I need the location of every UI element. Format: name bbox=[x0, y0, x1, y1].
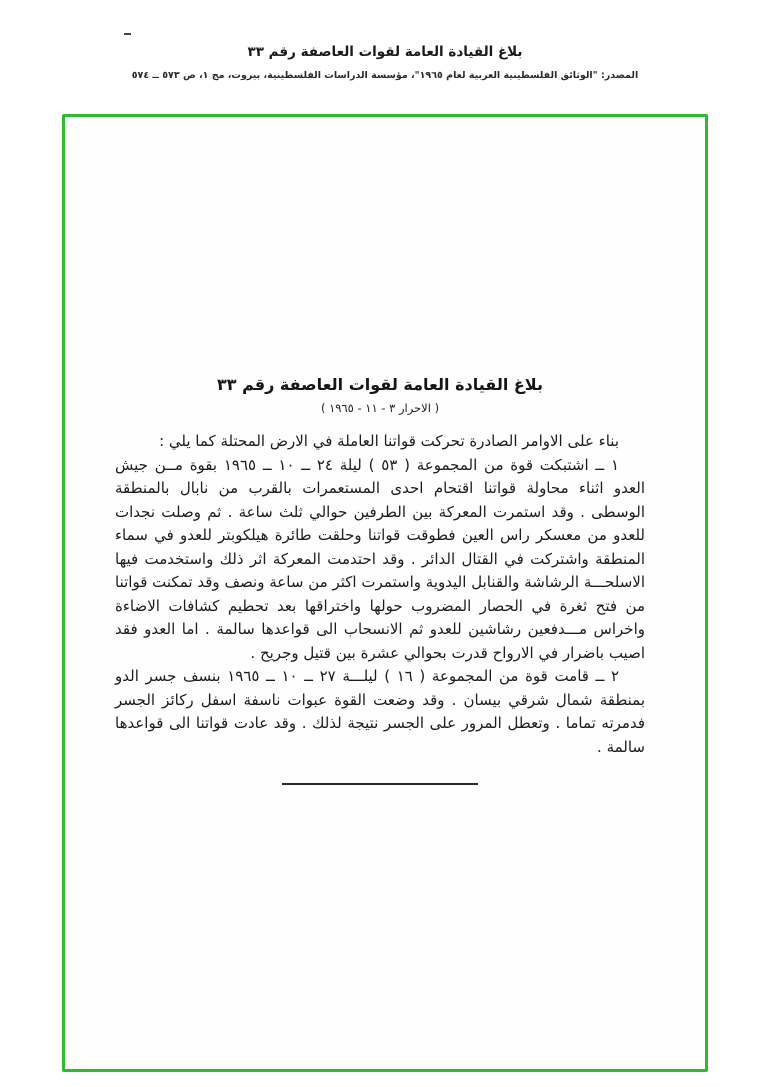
document-scan-page bbox=[115, 375, 645, 785]
document-date-line: ( الاحرار ٣ - ١١ - ١٩٦٥ ) bbox=[320, 401, 440, 415]
page-title: بلاغ القيادة العامة لقوات العاصفة رقم ٣٣ bbox=[247, 44, 523, 60]
document-intro: بناء على الاوامر الصادرة تحركت قواتنا العاملة في الارض المحتلة كما يلي : bbox=[159, 432, 619, 450]
document-title: بلاغ القيادة العامة لقوات العاصفة رقم ٣٣ bbox=[217, 375, 543, 394]
page-header bbox=[0, 44, 770, 81]
end-divider bbox=[282, 783, 478, 785]
source-citation: المصدر: "الوثائق الفلسطينية العربية لعام ١٩٦٥"، مؤسسة الدراسات الفلسطينية، بيروت، مج ١، ص ٥٧٣ ــ ٥٧٤ bbox=[131, 70, 639, 81]
scan-artifact-mark bbox=[124, 33, 131, 35]
document-scan-frame bbox=[62, 114, 708, 1072]
document-paragraph-2: ٢ ــ قامت قوة من المجموعة ( ١٦ ) ليلـــة ٢٧ ــ ١٠ ــ ١٩٦٥ بنسف جسر الدو بمنطقة شمال شرقي بيسان . وقد وضعت القوة عبوات ناسفة اسفل ركائز الجسر فدمرته تماما . وتعطل المرور على الجسر نتيجة لذلك . وقد عادت قواتنا الى قواعدها سالمة . bbox=[115, 667, 645, 756]
document-body bbox=[115, 430, 645, 759]
document-paragraph-1: ١ ــ اشتبكت قوة من المجموعة ( ٥٣ ) ليلة ٢٤ ــ ١٠ ــ ١٩٦٥ بقوة مــن جيش العدو اثناء محاولة قواتنا اقتحام احدى المستعمرات بالقرب من نابال بالمنطقة الوسطى . وقد استمرت المعركة بين الطرفين حوالي ثلث ساعة . ثم وصلت نجدات للعدو من معسكر راس العين فطوقت قواتنا وحلقت طائرة هيلكوبتر للعدو في سماء المنطقة واشتركت في القتال الدائر . وقد احتدمت المعركة اثر ذلك واستخدمت فيها الاسلحـــة الرشاشة والقنابل اليدوية واستمرت اكثر من ساعة ونصف وقد تمكنت قواتنا من فتح ثغرة في الحصار المضروب حولها واختراقها بعد تحطيم كشافات الاضاءة واخراس مـــدفعين رشاشين للعدو ثم الانسحاب الى قواعدها سالمة . اما العدو فقد اصيب باضرار في الارواح قدرت بحوالي عشرة بين قتيل وجريح . bbox=[115, 455, 645, 662]
